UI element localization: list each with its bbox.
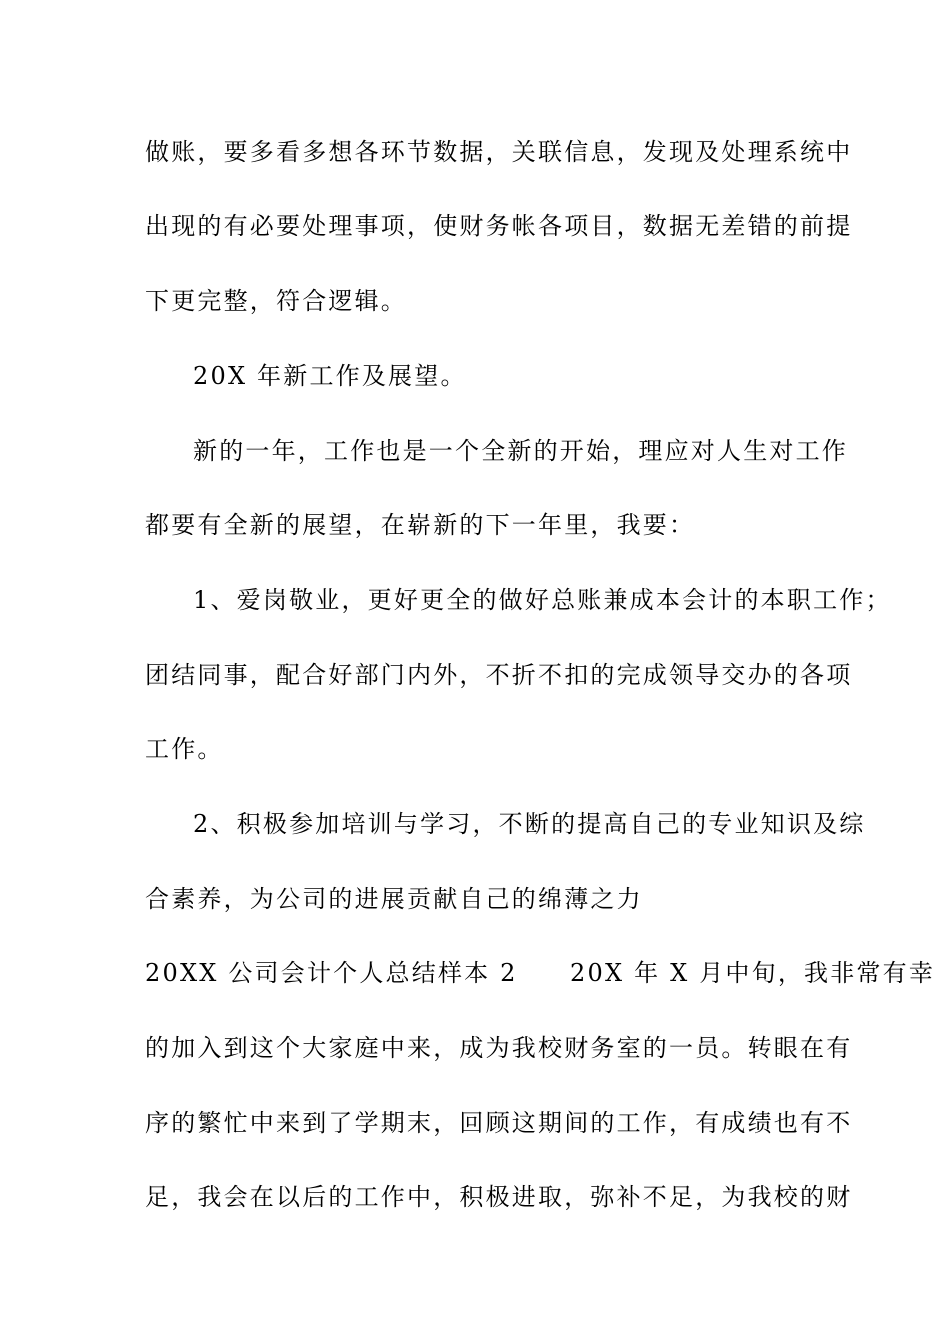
text-line: 序的繁忙中来到了学期末，回顾这期间的工作，有成绩也有不 xyxy=(145,1109,853,1137)
text-line: 工作。 xyxy=(145,735,224,763)
section-heading: 20X 年新工作及展望。 xyxy=(193,362,467,390)
list-item-1: 1、爱岗敬业，更好更全的做好总账兼成本会计的本职工作； xyxy=(193,586,892,614)
section-title-line: 20XX 公司会计个人总结样本 2 20X 年 X 月中旬，我非常有幸 xyxy=(145,959,936,987)
text-line: 新的一年，工作也是一个全新的开始，理应对人生对工作 xyxy=(193,437,848,465)
text-line: 合素养，为公司的进展贡献自己的绵薄之力 xyxy=(145,885,643,913)
text-line: 的加入到这个大家庭中来，成为我校财务室的一员。转眼在有 xyxy=(145,1034,853,1062)
text-line: 团结同事，配合好部门内外，不折不扣的完成领导交办的各项 xyxy=(145,661,853,689)
list-item-2: 2、积极参加培训与学习，不断的提高自己的专业知识及综 xyxy=(193,810,866,838)
text-line: 出现的有必要处理事项，使财务帐各项目，数据无差错的前提 xyxy=(145,212,853,240)
text-line: 下更完整，符合逻辑。 xyxy=(145,287,407,315)
text-line: 做账，要多看多想各环节数据，关联信息，发现及处理系统中 xyxy=(145,138,853,166)
text-line: 都要有全新的展望，在崭新的下一年里，我要： xyxy=(145,511,696,539)
text-line: 足，我会在以后的工作中，积极进取，弥补不足，为我校的财 xyxy=(145,1183,853,1211)
